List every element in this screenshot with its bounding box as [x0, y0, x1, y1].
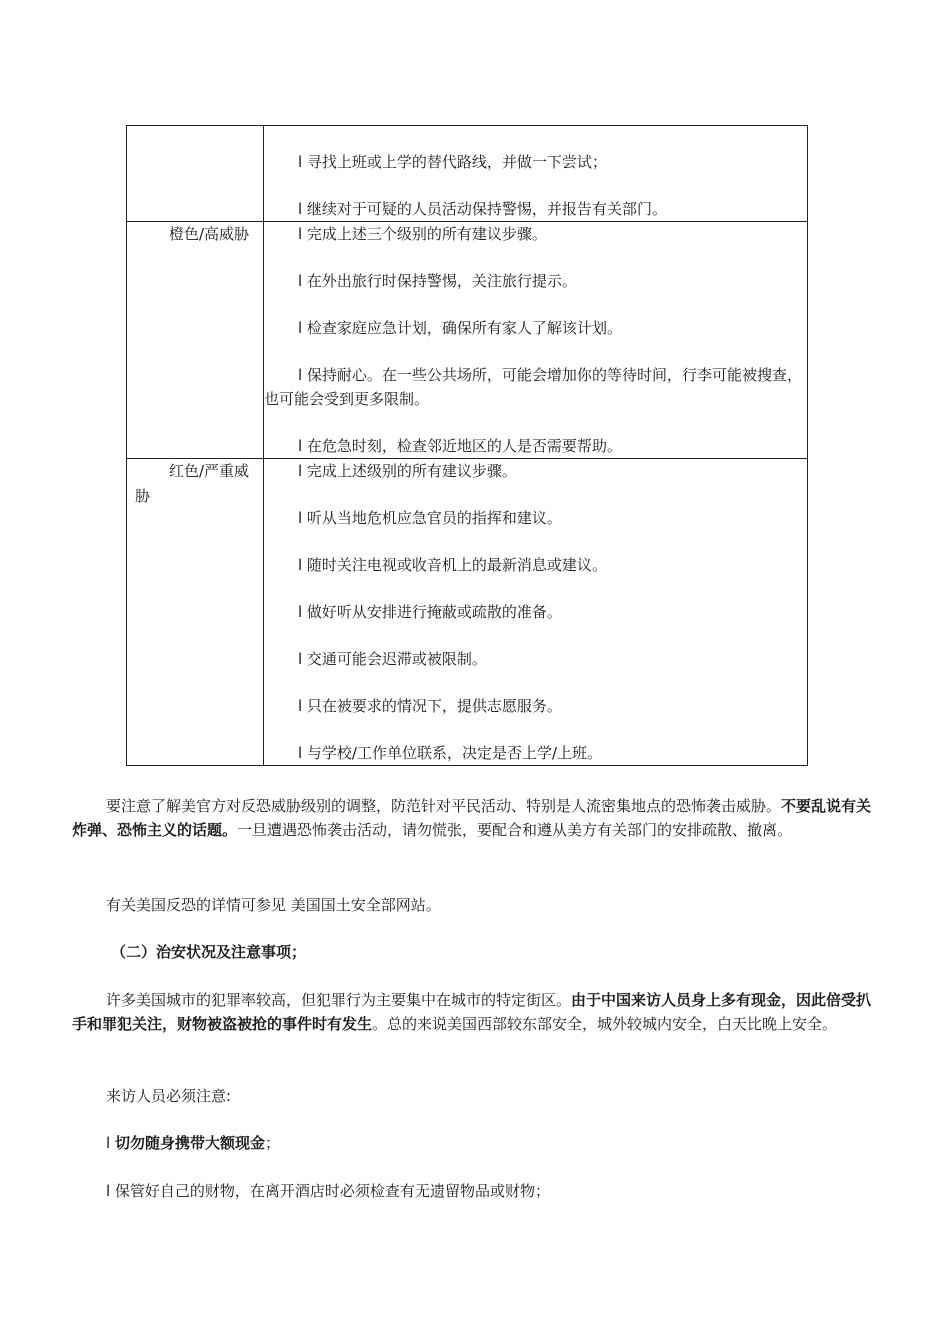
action-item: l 保持耐心。在一些公共场所，可能会增加你的等待时间，行李可能被搜查，也可能会受到更多限制。 — [264, 366, 802, 408]
paragraph-text: l 保管好自己的财物，在离开酒店时必须检查有无遗留物品或财物； — [106, 1182, 550, 1200]
body-paragraph — [72, 1084, 874, 1108]
threat-actions-cell — [264, 222, 808, 459]
threat-level-label: 红色/严重威胁 — [135, 462, 250, 505]
section-heading: （二）治安状况及注意事项； — [111, 943, 307, 961]
list-item — [72, 1179, 874, 1203]
threat-level-label: 橙色/高威胁 — [169, 225, 250, 243]
table-row — [127, 126, 808, 222]
paragraph-text: 一旦遭遇恐怖袭击活动，请勿慌张，要配合和遵从美方有关部门的安排疏散、撤离。 — [237, 821, 793, 839]
action-item: l 与学校/工作单位联系，决定是否上学/上班。 — [298, 744, 603, 762]
paragraph-text: 来访人员必须注意: — [106, 1087, 232, 1105]
action-item: l 只在被要求的情况下，提供志愿服务。 — [298, 697, 562, 715]
body-paragraph — [72, 893, 874, 917]
paragraph-text: 。总的来说美国西部较东部安全，城外较城内安全，白天比晚上安全。 — [372, 1015, 838, 1033]
threat-level-cell — [127, 126, 264, 222]
action-item: l 检查家庭应急计划，确保所有家人了解该计划。 — [298, 319, 622, 337]
paragraph-text: 许多美国城市的犯罪率较高，但犯罪行为主要集中在城市的特定街区。 — [106, 991, 572, 1009]
action-item: l 在外出旅行时保持警惕，关注旅行提示。 — [298, 272, 577, 290]
paragraph-bold-text: 不要乱说有关炸弹、恐怖主义的话题。 — [72, 797, 872, 839]
threat-actions-cell — [264, 126, 808, 222]
paragraph-text: ； — [264, 1134, 280, 1152]
paragraph-bold-text: 切勿随身携带大额现金 — [114, 1134, 265, 1152]
action-item: l 寻找上班或上学的替代路线，并做一下尝试； — [298, 153, 607, 171]
action-item: l 听从当地危机应急官员的指挥和建议。 — [298, 509, 562, 527]
threat-actions-cell — [264, 459, 808, 766]
threat-level-table — [126, 125, 808, 766]
list-item — [72, 1131, 874, 1155]
bullet-marker: l — [106, 1134, 115, 1152]
paragraph-bold-text: 由于中国来访人员身上多有现金，因此倍受扒手和罪犯关注，财物被盗被抢的事件时有发生 — [72, 991, 872, 1033]
action-item: l 在危急时刻，检查邻近地区的人是否需要帮助。 — [298, 437, 622, 455]
body-paragraph — [72, 988, 874, 1036]
paragraph-text: 有关美国反恐的详情可参见 美国国土安全部网站。 — [106, 896, 441, 914]
paragraph-text: 要注意了解美官方对反恐威胁级别的调整，防范针对平民活动、特别是人流密集地点的恐怖袭击威胁。 — [106, 797, 782, 815]
table-row — [127, 222, 808, 459]
action-item: l 交通可能会迟滞或被限制。 — [298, 650, 487, 668]
action-item: l 随时关注电视或收音机上的最新消息或建议。 — [298, 556, 607, 574]
threat-level-cell — [127, 459, 264, 766]
threat-level-cell — [127, 222, 264, 459]
action-item: l 做好听从安排进行掩蔽或疏散的准备。 — [298, 603, 562, 621]
action-item: l 继续对于可疑的人员活动保持警惕，并报告有关部门。 — [298, 200, 667, 218]
body-paragraph — [72, 794, 874, 842]
action-item: l 完成上述三个级别的所有建议步骤。 — [298, 225, 547, 243]
table-row — [127, 459, 808, 766]
action-item: l 完成上述级别的所有建议步骤。 — [298, 462, 517, 480]
